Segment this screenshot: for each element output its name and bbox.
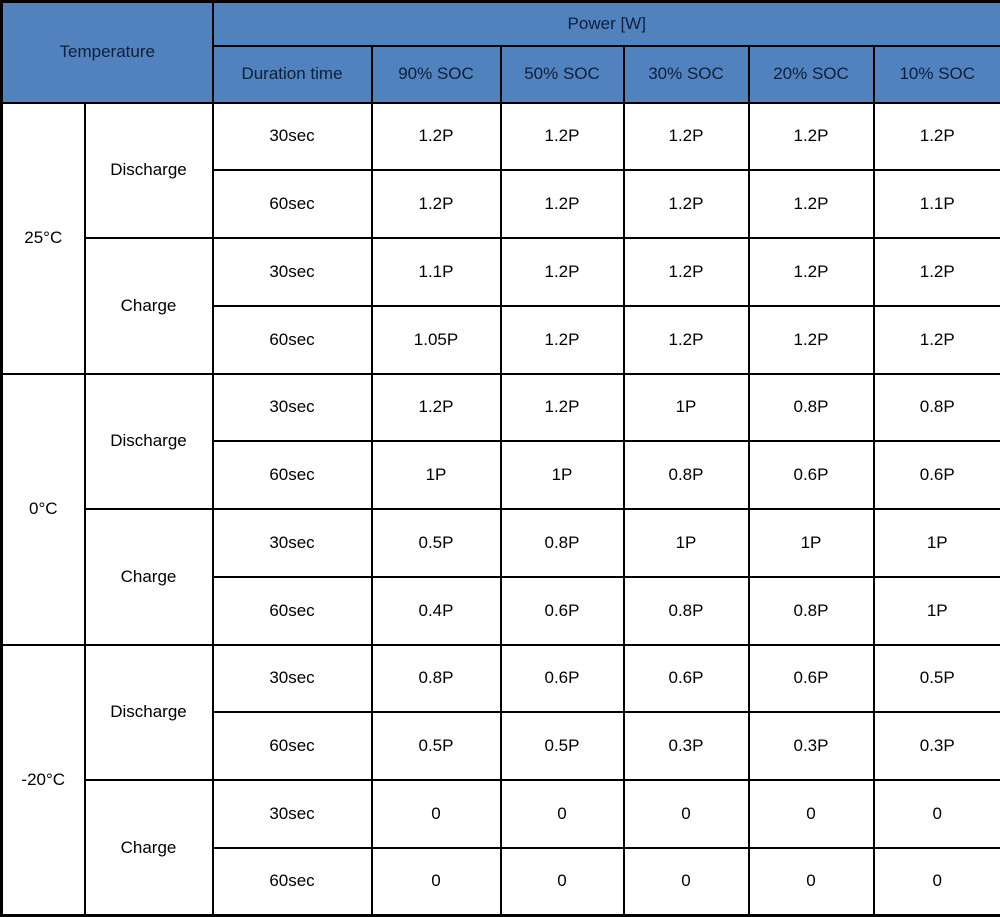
soc-10-header-cell: 10% SOC: [874, 46, 1000, 103]
duration-cell: 60sec: [213, 441, 372, 509]
power-value-cell: 0.6P: [501, 645, 624, 713]
power-value-cell: 0.6P: [624, 645, 749, 713]
soc-30-header-cell: 30% SOC: [624, 46, 749, 103]
power-value-cell: 1.2P: [874, 103, 1000, 171]
duration-cell: 60sec: [213, 577, 372, 645]
soc-50-header-cell: 50% SOC: [501, 46, 624, 103]
temperature-cell: -20°C: [2, 645, 85, 916]
power-value-cell: 1.2P: [624, 306, 749, 374]
power-value-cell: 1.2P: [501, 374, 624, 442]
power-value-cell: 1.2P: [624, 170, 749, 238]
power-value-cell: 0: [372, 780, 501, 848]
temperature-cell: 25°C: [2, 103, 85, 374]
mode-cell: Charge: [85, 238, 213, 374]
power-value-cell: 0.6P: [749, 645, 874, 713]
table-row: [2, 509, 1000, 577]
soc-90-header-cell: 90% SOC: [372, 46, 501, 103]
table-row: [2, 374, 1000, 442]
power-value-cell: 1.2P: [624, 103, 749, 171]
power-value-cell: 0.8P: [749, 577, 874, 645]
power-value-cell: 1.1P: [874, 170, 1000, 238]
power-value-cell: 1.05P: [372, 306, 501, 374]
power-value-cell: 0.8P: [624, 441, 749, 509]
power-value-cell: 1.2P: [749, 103, 874, 171]
power-value-cell: 0.3P: [624, 712, 749, 780]
power-value-cell: 0.8P: [372, 645, 501, 713]
power-value-cell: 1P: [372, 441, 501, 509]
mode-cell: Charge: [85, 509, 213, 645]
power-value-cell: 0.8P: [874, 374, 1000, 442]
mode-cell: Discharge: [85, 374, 213, 510]
power-value-cell: 1.2P: [372, 374, 501, 442]
power-value-cell: 1.1P: [372, 238, 501, 306]
duration-cell: 30sec: [213, 509, 372, 577]
power-value-cell: 0.8P: [501, 509, 624, 577]
power-value-cell: 0: [749, 848, 874, 916]
table-row: [2, 780, 1000, 848]
power-value-cell: 0.5P: [372, 509, 501, 577]
duration-cell: 30sec: [213, 780, 372, 848]
power-value-cell: 0: [501, 780, 624, 848]
table-row: [2, 238, 1000, 306]
mode-cell: Discharge: [85, 645, 213, 781]
duration-cell: 60sec: [213, 306, 372, 374]
power-value-cell: 1P: [874, 577, 1000, 645]
power-value-cell: 1.2P: [874, 306, 1000, 374]
soc-20-header-cell: 20% SOC: [749, 46, 874, 103]
power-value-cell: 1.2P: [749, 306, 874, 374]
power-value-cell: 0.3P: [874, 712, 1000, 780]
mode-cell: Charge: [85, 780, 213, 916]
power-value-cell: 1.2P: [749, 238, 874, 306]
duration-cell: 30sec: [213, 238, 372, 306]
power-value-cell: 0.8P: [749, 374, 874, 442]
power-value-cell: 0: [372, 848, 501, 916]
table-row: [2, 103, 1000, 171]
power-value-cell: 0.8P: [624, 577, 749, 645]
power-value-cell: 0: [501, 848, 624, 916]
table-body: [2, 103, 1000, 916]
duration-cell: 30sec: [213, 103, 372, 171]
power-value-cell: 0: [874, 780, 1000, 848]
power-value-cell: 1.2P: [372, 103, 501, 171]
power-value-cell: 1.2P: [624, 238, 749, 306]
power-value-cell: 0: [624, 780, 749, 848]
power-value-cell: 0: [749, 780, 874, 848]
power-value-cell: 1P: [624, 374, 749, 442]
power-value-cell: 0.6P: [874, 441, 1000, 509]
power-value-cell: 0.6P: [749, 441, 874, 509]
power-header-cell: Power [W]: [213, 2, 1000, 46]
duration-cell: 60sec: [213, 848, 372, 916]
power-value-cell: 1.2P: [749, 170, 874, 238]
power-value-cell: 0.5P: [372, 712, 501, 780]
power-value-cell: 0: [874, 848, 1000, 916]
duration-cell: 30sec: [213, 645, 372, 713]
duration-cell: 30sec: [213, 374, 372, 442]
table-row: [2, 645, 1000, 713]
mode-cell: Discharge: [85, 103, 213, 239]
power-value-cell: 0.6P: [501, 577, 624, 645]
temperature-cell: 0°C: [2, 374, 85, 645]
duration-cell: 60sec: [213, 712, 372, 780]
power-value-cell: 1P: [874, 509, 1000, 577]
power-value-cell: 1.2P: [501, 306, 624, 374]
table-header: [2, 2, 1000, 103]
power-value-cell: 0: [624, 848, 749, 916]
temperature-header-cell: Temperature: [2, 2, 213, 103]
power-value-cell: 0.3P: [749, 712, 874, 780]
power-value-cell: 1P: [749, 509, 874, 577]
power-value-cell: 1.2P: [372, 170, 501, 238]
power-value-cell: 1.2P: [501, 170, 624, 238]
power-value-cell: 1P: [624, 509, 749, 577]
power-value-cell: 1.2P: [501, 103, 624, 171]
power-value-cell: 0.4P: [372, 577, 501, 645]
power-value-cell: 1P: [501, 441, 624, 509]
power-value-cell: 1.2P: [501, 238, 624, 306]
power-value-cell: 0.5P: [501, 712, 624, 780]
power-value-cell: 1.2P: [874, 238, 1000, 306]
duration-time-header-cell: Duration time: [213, 46, 372, 103]
power-value-cell: 0.5P: [874, 645, 1000, 713]
duration-cell: 60sec: [213, 170, 372, 238]
